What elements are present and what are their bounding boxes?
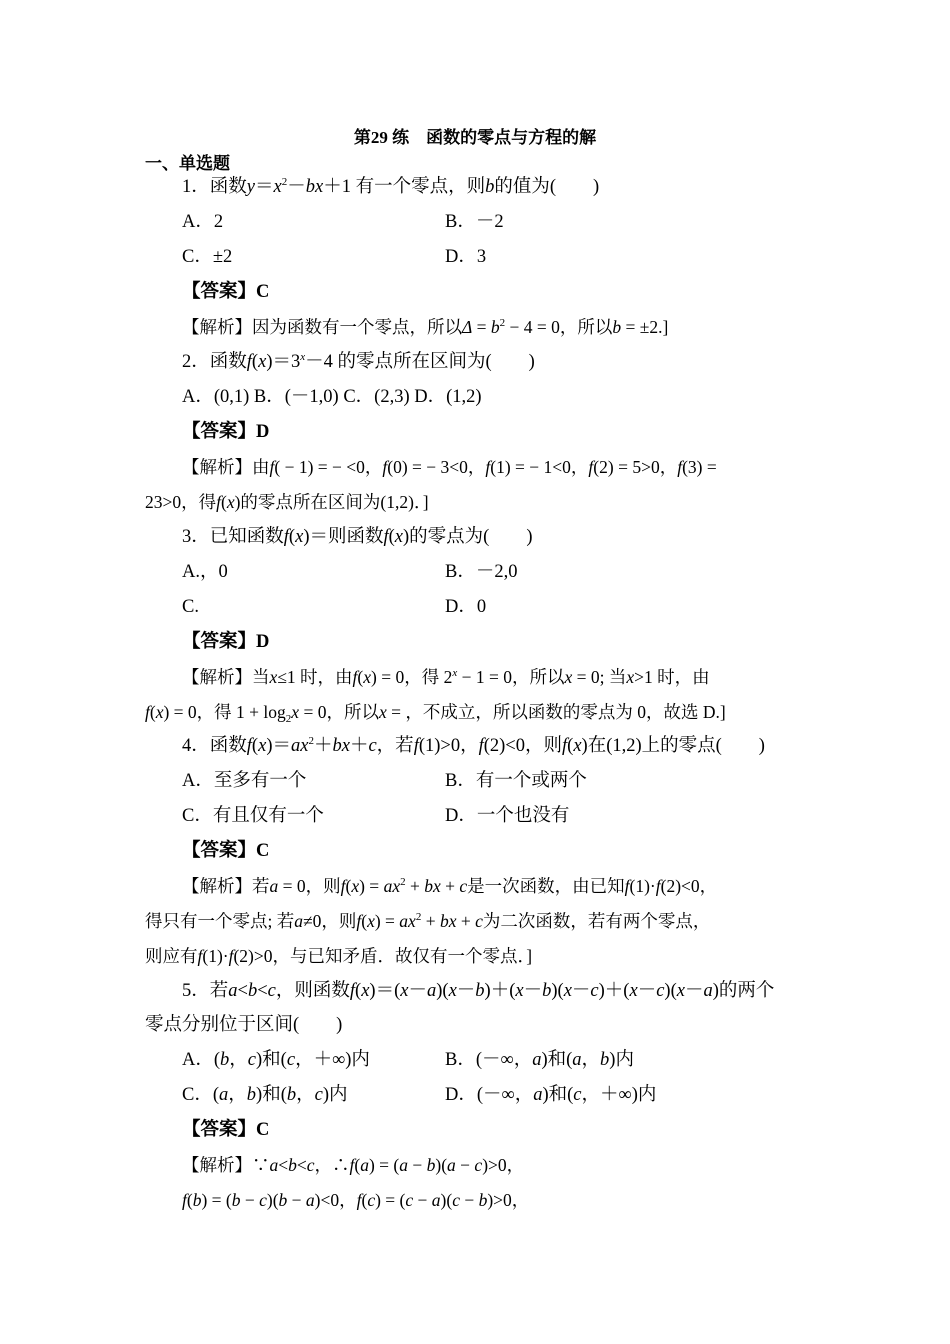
section-heading: 一、单选题 [145, 154, 230, 173]
q4-option-d: D．一个也没有 [445, 806, 570, 826]
q1-explanation: 【解析】因为函数有一个零点，所以$\Delta = b^2 - 4 = 0$，所以b = ±2.] [182, 317, 669, 337]
q4-explanation-line-2: 得只有一个零点; 若a≠0，则$f(x) = ax^2$ + bx + c为二次函数，若有两个零点， [145, 911, 711, 931]
q3-explanation-line-2: f(x) = 0，得 $1 + \log_2x = 0$，所以x = ，不成立，所以函数的零点为 0，故选 D.] [145, 702, 726, 725]
q1-option-b: B．－2 [445, 212, 504, 232]
q5-explanation-line-1: 【解析】∵a<b<c，∴f(a) = (a − b)(a − c)>0， [182, 1155, 525, 1175]
q2-options: A．(0,1) B．(－1,0) C．(2,3) D．(1,2) [182, 387, 482, 407]
q3-option-a: A.，0 [182, 562, 228, 582]
q5-option-d: D．(－∞，a)和(c，＋∞)内 [445, 1085, 657, 1105]
q3-answer: 【答案】D [182, 632, 270, 652]
q3-option-d: D．0 [445, 597, 487, 617]
q5-explanation-line-2: f(b) = (b − c)(b − a)<0，f(c) = (c − a)(c − b)>0， [182, 1190, 530, 1210]
question-4: 4．函数$f(x)=ax^2+bx+c$，若f(1)>0，f(2)<0，则f(x)在(1,2)上的零点( ) [182, 735, 765, 756]
q4-option-b: B．有一个或两个 [445, 771, 587, 791]
q4-option-c: C．有且仅有一个 [182, 806, 324, 826]
q4-answer: 【答案】C [182, 841, 270, 861]
q1-option-a: A．2 [182, 212, 224, 232]
q2-explanation-line-1: 【解析】由f( − 1) = − <0，f(0) = − 3<0，f(1) = − 1<0，f(2) = 5>0，f(3) = [182, 457, 717, 477]
q1-answer: 【答案】C [182, 282, 270, 302]
question-5-continued: 零点分别位于区间( ) [145, 1015, 343, 1035]
q5-answer: 【答案】C [182, 1120, 270, 1140]
q4-explanation-line-1: 【解析】若a = 0，则$f(x) = ax^2$ + bx + c是一次函数，由已知f(1)·f(2)<0， [182, 876, 718, 896]
q3-explanation-line-1: 【解析】当x≤1 时，由f(x) = 0，得 $2^x - 1 = 0$，所以x = 0; 当x>1 时，由 [182, 667, 710, 687]
question-1: 1．函数$y=x^2-bx+1$ 有一个零点，则b的值为( ) [182, 176, 600, 197]
q4-option-a: A．至多有一个 [182, 771, 307, 791]
question-3: 3．已知函数f(x)＝则函数f(x)的零点为( ) [182, 527, 533, 547]
question-2: 2．函数$f(x)=3^x-4$ 的零点所在区间为( ) [182, 351, 535, 372]
q5-option-b: B．(－∞，a)和(a，b)内 [445, 1050, 634, 1070]
q5-option-a: A．(b，c)和(c，＋∞)内 [182, 1050, 370, 1070]
page-title: 第29 练 函数的零点与方程的解 [353, 128, 597, 147]
q4-explanation-line-3: 则应有f(1)·f(2)>0，与已知矛盾．故仅有一个零点．] [145, 946, 533, 966]
q3-option-c: C. [182, 597, 199, 617]
q1-option-c: C．±2 [182, 247, 233, 267]
q1-option-d: D．3 [445, 247, 487, 267]
q2-explanation-line-2: 23>0，得f(x)的零点所在区间为(1,2)．] [145, 492, 429, 512]
q3-option-b: B．－2,0 [445, 562, 518, 582]
q5-option-c: C．(a，b)和(b，c)内 [182, 1085, 348, 1105]
question-5: 5．若a<b<c，则函数f(x)＝(x－a)(x－b)＋(x－b)(x－c)＋(x－c)(x－a)的两个 [182, 981, 775, 1001]
q2-answer: 【答案】D [182, 422, 270, 442]
